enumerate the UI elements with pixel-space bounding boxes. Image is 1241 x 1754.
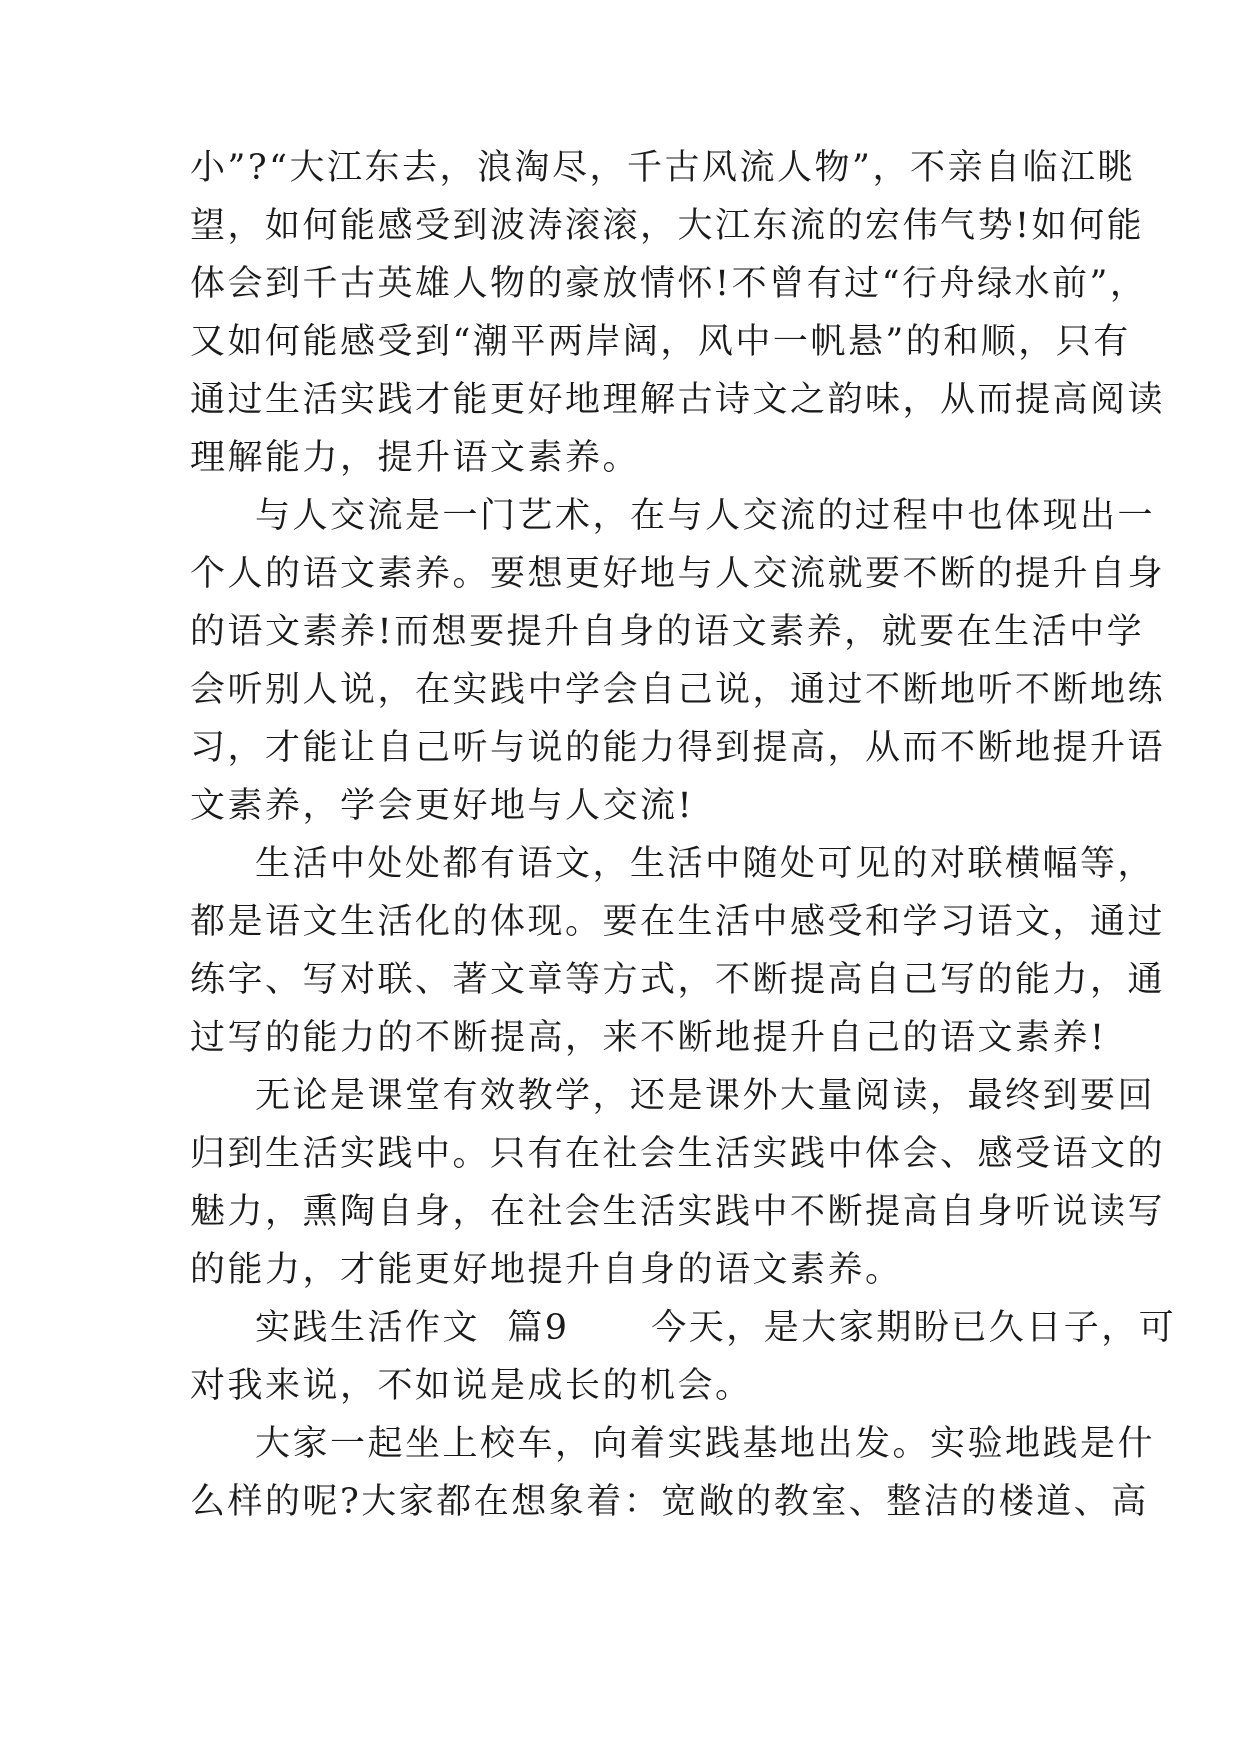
text-line: 魅力，熏陶自身，在社会生活实践中不断提高自身听说读写 [190,1192,1166,1232]
text-line: 文素养，学会更好地与人交流! [190,786,695,826]
text-line: 对我来说，不如说是成长的机会。 [190,1366,753,1406]
text-line: 都是语文生活化的体现。要在生活中感受和学习语文，通过 [190,902,1166,942]
text-line: 与人交流是一门艺术，在与人交流的过程中也体现出一 [255,496,1156,536]
text-line: 望，如何能感受到波涛滚滚，大江东流的宏伟气势!如何能 [190,206,1145,246]
text-line: 个人的语文素养。要想更好地与人交流就要不断的提升自身 [190,554,1166,594]
text-line: 么样的呢?大家都在想象着：宽敞的教室、整洁的楼道、高 [190,1482,1149,1522]
text-line: 归到生活实践中。只有在社会生活实践中体会、感受语文的 [190,1134,1166,1174]
text-line: 实践生活作文 篇9 今天，是大家期盼已久日子，可 [255,1308,1177,1348]
text-line: 通过生活实践才能更好地理解古诗文之韵味，从而提高阅读 [190,380,1166,420]
text-line: 的语文素养!而想要提升自身的语文素养，就要在生活中学 [190,612,1145,652]
text-line: 的能力，才能更好地提升自身的语文素养。 [190,1250,903,1290]
text-line: 理解能力，提升语文素养。 [190,438,641,478]
text-line: 会听别人说，在实践中学会自己说，通过不断地听不断地练 [190,670,1166,710]
text-line: 无论是课堂有效教学，还是课外大量阅读，最终到要回 [255,1076,1156,1116]
text-line: 生活中处处都有语文，生活中随处可见的对联横幅等， [255,844,1156,884]
text-line: 小”?“大江东去，浪淘尽，千古风流人物”，不亲自临江眺 [190,148,1135,188]
text-line: 过写的能力的不断提高，来不断地提升自己的语文素养! [190,1018,1107,1058]
text-line: 体会到千古英雄人物的豪放情怀!不曾有过“行舟绿水前”， [190,264,1148,304]
text-line: 练字、写对联、著文章等方式，不断提高自己写的能力，通 [190,960,1166,1000]
text-line: 又如何能感受到“潮平两岸阔，风中一帆悬”的和顺，只有 [190,322,1131,362]
text-line: 大家一起坐上校车，向着实践基地出发。实验地践是什 [255,1424,1156,1464]
text-line: 习，才能让自己听与说的能力得到提高，从而不断地提升语 [190,728,1166,768]
